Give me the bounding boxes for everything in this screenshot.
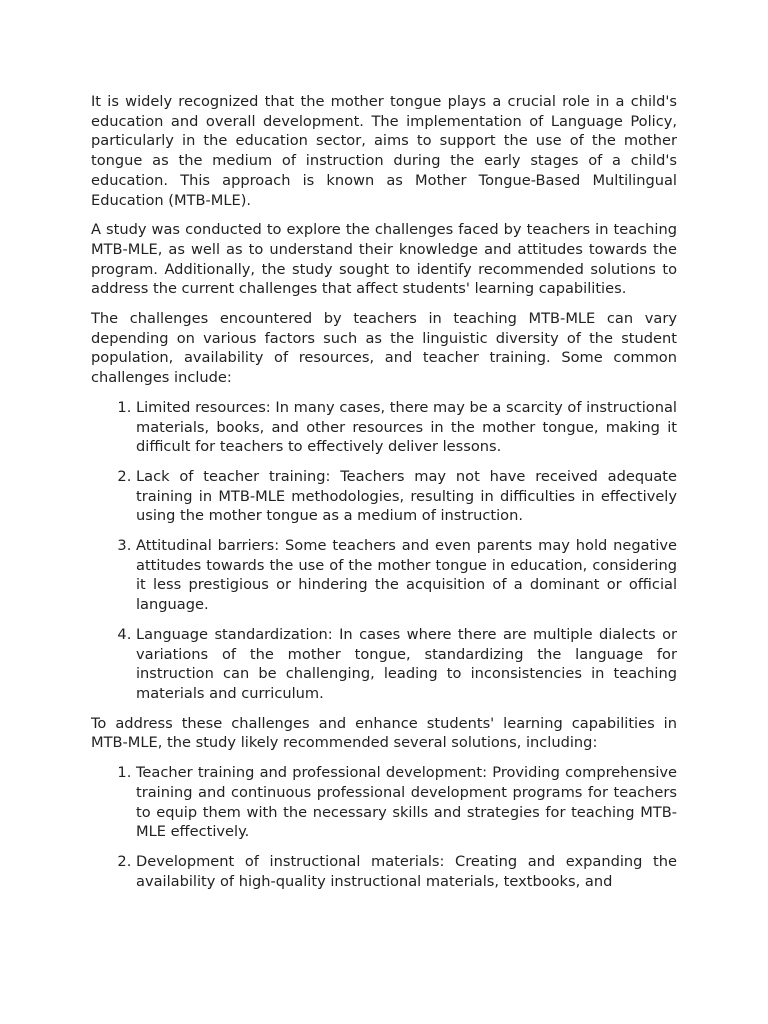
- list-item: 1. Teacher training and professional development: Providing comprehensive training and continuous professional development programs for teachers to equip them with the necessary skills and strategies for teaching MTB-MLE effectively.: [136, 763, 677, 842]
- challenges-intro-paragraph: The challenges encountered by teachers in teaching MTB-MLE can vary depending on various factors such as the linguistic diversity of the student population, availability of resources, and teacher training. Some common challenges include:: [91, 310, 677, 387]
- list-item: 3. Attitudinal barriers: Some teachers and even parents may hold negative attitudes towards the use of the mother tongue in education, considering it less prestigious or hindering the acquisition of a dominant or official language.: [136, 536, 677, 615]
- document-body: [91, 92, 677, 901]
- list-item: 4. Language standardization: In cases where there are multiple dialects or variations of the mother tongue, standardizing the language for instruction can be challenging, leading to inconsistencies in teaching materials and curriculum.: [136, 625, 677, 704]
- study-paragraph: A study was conducted to explore the challenges faced by teachers in teaching MTB-MLE, as well as to understand their knowledge and attitudes towards the program. Additionally, the study sought to identify recommended solutions to address the current challenges that affect students' learning capabilities.: [91, 221, 677, 298]
- list-item: 2. Development of instructional materials: Creating and expanding the availability of high-quality instructional materials, textbooks, and: [136, 852, 677, 891]
- list-item: 2. Lack of teacher training: Teachers may not have received adequate training in MTB-MLE methodologies, resulting in difficulties in effectively using the mother tongue as a medium of instruction.: [136, 467, 677, 526]
- solutions-list: [91, 763, 677, 891]
- solutions-intro-paragraph: To address these challenges and enhance students' learning capabilities in MTB-MLE, the study likely recommended several solutions, including:: [91, 714, 677, 752]
- list-item: 1. Limited resources: In many cases, there may be a scarcity of instructional materials, books, and other resources in the mother tongue, making it difficult for teachers to effectively deliver lessons.: [136, 398, 677, 457]
- challenges-list: [91, 398, 677, 704]
- intro-paragraph: It is widely recognized that the mother tongue plays a crucial role in a child's education and overall development. The implementation of Language Policy, particularly in the education sector, aims to support the use of the mother tongue as the medium of instruction during the early stages of a child's education. This approach is known as Mother Tongue-Based Multilingual Education (MTB-MLE).: [91, 93, 677, 209]
